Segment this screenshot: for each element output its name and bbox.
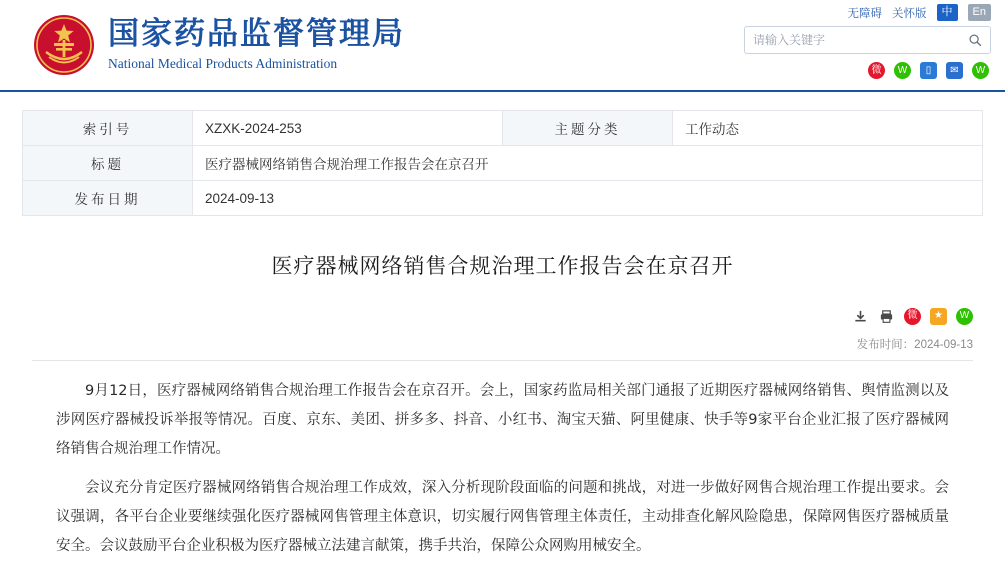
brand-title-cn: 国家药品监督管理局 (108, 16, 405, 52)
site-header (0, 0, 1005, 92)
table-row (23, 111, 983, 146)
article-paragraph: 9月12日，医疗器械网络销售合规治理工作报告会在京召开。会上，国家药监局相关部门通报了近期医疗器械网络销售、舆情监测以及涉网医疗器械投诉举报等情况。百度、京东、美团、拼多多、抖音、小红书、淘宝天猫、阿里健康、快手等9家平台企业汇报了医疗器械网络销售合规治理工作情况。 (56, 383, 949, 457)
accessibility-link[interactable]: 无障碍 (847, 7, 883, 20)
lang-en-badge[interactable]: En (968, 4, 991, 21)
publish-time: 发布时间：2024-09-13 (856, 339, 973, 351)
page-title: 医疗器械网络销售合规治理工作报告会在京召开 (271, 254, 734, 278)
meta-value-date: 2024-09-13 (193, 181, 983, 216)
table-row (23, 181, 983, 216)
mobile-icon[interactable]: ▯ (920, 62, 937, 79)
site-brand (108, 16, 405, 73)
weibo-icon[interactable]: 微 (868, 62, 885, 79)
article-toolbar (22, 306, 983, 326)
table-row (23, 146, 983, 181)
utility-links (848, 4, 991, 21)
brand-title-en: National Medical Products Administration (108, 56, 338, 71)
share-weibo-icon[interactable]: 微 (904, 308, 921, 325)
search-input[interactable] (745, 28, 960, 52)
wechat-alt-icon[interactable]: W (972, 62, 989, 79)
meta-label-title: 标题 (23, 146, 193, 181)
meta-label-category: 主题分类 (503, 111, 673, 146)
article-paragraph: 会议充分肯定医疗器械网络销售合规治理工作成效，深入分析现阶段面临的问题和挑战，对进一步做好网售合规治理工作提出要求。会议强调，各平台企业要继续强化医疗器械网售管理主体意识，切实履行网售管理主体责任，主动排查化解风险隐患，保障网售医疗器械质量安全。会议鼓励平台企业积极为医疗器械立法建言献策，携手共治，保障公众网购用械安全。 (56, 480, 949, 554)
share-favorite-icon[interactable]: ★ (930, 308, 947, 325)
national-emblem (30, 12, 98, 78)
article-body (22, 361, 983, 561)
social-icon-row (868, 62, 989, 79)
meta-value-category: 工作动态 (673, 111, 983, 146)
wechat-icon[interactable]: W (894, 62, 911, 79)
care-version-link[interactable]: 关怀版 (892, 7, 927, 20)
mail-icon[interactable]: ✉ (946, 62, 963, 79)
meta-value-title: 医疗器械网络销售合规治理工作报告会在京召开 (193, 146, 983, 181)
meta-value-index: XZXK-2024-253 (193, 111, 503, 146)
search-box[interactable] (744, 26, 991, 54)
document-meta-table (22, 110, 983, 216)
search-icon (968, 33, 982, 47)
print-icon[interactable] (878, 308, 895, 325)
lang-zh-badge[interactable]: 中 (937, 4, 958, 21)
share-wechat-icon[interactable]: W (956, 308, 973, 325)
meta-label-date: 发布日期 (23, 181, 193, 216)
download-icon[interactable] (852, 308, 869, 325)
meta-label-index: 索引号 (23, 111, 193, 146)
page-content (0, 92, 1005, 561)
search-button[interactable] (960, 28, 990, 52)
